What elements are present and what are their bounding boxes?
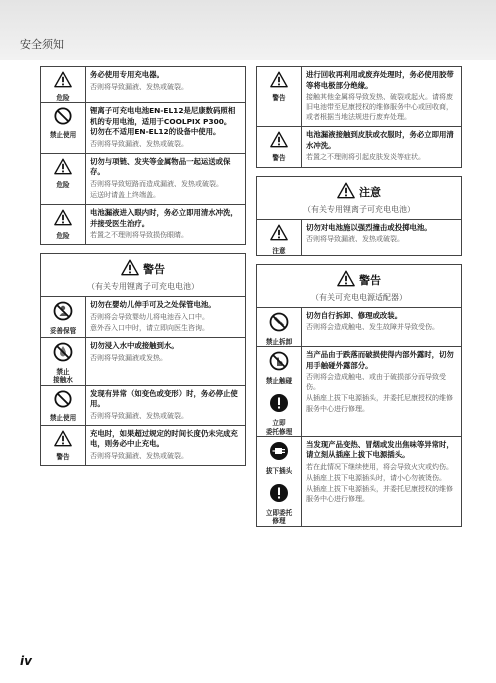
- safety-consequence: 运送时请盖上终端盖。: [90, 191, 160, 200]
- icon-cell: [257, 437, 302, 526]
- warning-triangle-icon: [54, 430, 72, 451]
- icon-cell: [257, 127, 302, 166]
- safety-row: [40, 102, 246, 153]
- icon-label: 禁止触碰: [265, 377, 293, 386]
- adapter-warning-header-title: 警告: [359, 273, 381, 287]
- page-number: iv: [20, 654, 32, 668]
- icon-label: 危险: [56, 94, 70, 102]
- icon-label: 拔下插头: [265, 466, 293, 475]
- text-cell: [86, 297, 245, 337]
- safety-row: [256, 346, 462, 436]
- safety-consequence: 意外吞入口中时，请立即向医生咨询。: [90, 324, 209, 333]
- text-cell: [302, 127, 461, 166]
- safety-instruction: 锂离子可充电电池EN-EL12是尼康数码照相机的专用电池，适用于COOLPIX P300。: [90, 106, 236, 126]
- text-cell: [302, 308, 461, 346]
- notice-header-icon: [337, 182, 355, 202]
- icon-cell: [41, 338, 86, 384]
- safety-instruction: 电池漏液进入眼内时，务必立即用清水冲洗，并接受医生治疗。: [90, 208, 238, 228]
- icon-cell: [41, 426, 86, 465]
- icon-label: 禁止拆卸: [265, 337, 293, 346]
- safety-instruction: 切勿与项链、发夹等金属物品一起运送或保存。: [90, 156, 231, 177]
- safety-row: [40, 204, 246, 245]
- left-warning-table: [40, 296, 246, 466]
- exclamation-icon: [269, 393, 289, 417]
- safety-consequence: 从插座上拔下电源插头，并委托尼康授权的维修服务中心进行修理。: [306, 485, 453, 504]
- safety-instruction: 切勿自行拆卸、修理或改装。: [306, 310, 403, 320]
- text-cell: [86, 426, 245, 465]
- icon-label: 警告: [272, 94, 286, 102]
- icon-cell: [41, 103, 86, 153]
- warning-triangle-icon: [270, 224, 288, 245]
- adapter-warning-table: [256, 307, 462, 527]
- safety-consequence: 否则将导致漏液、发热或破裂。: [90, 82, 188, 91]
- safety-row: [256, 307, 462, 346]
- notice-header-subtitle: （有关专用锂离子可充电电池）: [303, 204, 415, 214]
- safety-consequence: 接触其他金属将导致发热、破裂或起火。请将废旧电池带至尼康授权的维修服务中心或回收商，或者根据当地法规进行废弃处理。: [306, 93, 453, 122]
- icon-label: 危险: [56, 232, 70, 241]
- safety-row: [40, 385, 246, 425]
- safety-row: [256, 436, 462, 527]
- safety-instruction: 充电时，如果超过规定的时间长度仍未完成充电，则务必中止充电。: [90, 428, 238, 449]
- icon-label: 警告: [56, 452, 70, 461]
- safety-instruction: 当产品由于跌落而破损使得内部外露时，切勿用手触碰外露部分。: [306, 350, 454, 370]
- adapter-warning-header-icon: [337, 270, 355, 290]
- safety-row: [40, 425, 246, 466]
- exclamation-icon: [269, 483, 289, 507]
- safety-instruction: 务必使用专用充电器。: [90, 70, 164, 79]
- warning-triangle-icon: [54, 71, 72, 92]
- prohibited-icon: [54, 107, 72, 129]
- safety-consequence: 否则将导致漏液或发热。: [90, 353, 167, 362]
- safety-instruction: 切勿在婴幼儿伸手可及之处保管电池。: [90, 300, 216, 310]
- icon-cell: [257, 308, 302, 346]
- left-warning-header: [40, 253, 246, 296]
- no-water-icon: [53, 342, 73, 366]
- text-cell: [302, 437, 461, 526]
- safety-consequence: 若在此情况下继续使用，将会导致火灾或灼伤。: [306, 462, 453, 471]
- icon-label: 禁止使用: [49, 131, 77, 140]
- left-danger-table: [40, 66, 246, 245]
- notice-header-title: 注意: [359, 185, 381, 199]
- text-cell: [86, 386, 245, 425]
- safety-consequence: 否则将会造成触电、或由于破损部分而导致受伤。: [306, 373, 446, 392]
- warning-triangle-icon: [270, 71, 288, 92]
- text-cell: [86, 67, 245, 102]
- icon-cell: [41, 154, 86, 204]
- child-prohibited-icon: [53, 301, 73, 325]
- no-disassemble-icon: [269, 312, 289, 336]
- warning-triangle-icon: [54, 209, 72, 230]
- safety-consequence: 否则将导致漏液、发热或破裂。: [90, 451, 188, 460]
- safety-instruction: 切勿对电池施以强烈撞击或投掷电池。: [306, 222, 432, 232]
- page-header: [0, 0, 496, 60]
- icon-label: 立即委托 修理: [265, 509, 293, 526]
- warning-header-subtitle: （有关专用锂离子可充电电池）: [87, 282, 199, 292]
- safety-consequence: 否则将导致短路而造成漏液、发热或破裂。: [90, 179, 223, 188]
- icon-cell: [41, 205, 86, 244]
- safety-row: [256, 66, 462, 126]
- icon-cell: [257, 220, 302, 255]
- safety-consequence: 从插座上拔下电源插头，并委托尼康授权的维修服务中心进行修理。: [306, 394, 453, 413]
- icon-cell: [257, 347, 302, 436]
- warning-triangle-icon: [54, 158, 72, 179]
- text-cell: [86, 338, 245, 384]
- warning-header-title: 警告: [143, 263, 165, 277]
- safety-row: [40, 153, 246, 204]
- text-cell: [302, 347, 461, 436]
- right-top-table: [256, 66, 462, 168]
- safety-consequence: 从插座上拔下电源插头时，请小心勿被烫伤。: [306, 473, 446, 482]
- right-column: [256, 66, 462, 527]
- icon-label: 禁止使用: [49, 413, 77, 422]
- page-title: 安全须知: [20, 38, 64, 51]
- notice-header: [256, 176, 462, 219]
- warning-header-icon: [121, 259, 139, 279]
- icon-label: 立即 委托修理: [265, 419, 293, 436]
- safety-row: [256, 219, 462, 256]
- safety-instruction: 电池漏液接触到皮肤或衣服时，务必立即用清水冲洗。: [306, 130, 454, 150]
- icon-label: 妥善保管: [49, 327, 77, 336]
- safety-row: [40, 296, 246, 337]
- icon-cell: [41, 297, 86, 337]
- safety-instruction: 切勿在不适用EN-EL12的设备中使用。: [90, 127, 221, 137]
- text-cell: [302, 220, 461, 255]
- safety-consequence: 否则将导致漏液、发热或破裂。: [306, 235, 404, 244]
- safety-row: [256, 126, 462, 167]
- icon-label: 禁止 接触水: [53, 368, 73, 385]
- icon-cell: [41, 67, 86, 102]
- safety-instruction: 切勿浸入水中或接触到水。: [90, 341, 179, 351]
- adapter-warning-header-subtitle: （有关可充电电源适配器）: [311, 292, 407, 302]
- safety-consequence: 否则将会导致婴幼儿将电池吞入口中。: [90, 312, 209, 321]
- safety-row: [40, 66, 246, 102]
- warning-triangle-icon: [270, 131, 288, 152]
- prohibited-icon: [54, 390, 72, 412]
- no-touch-icon: [269, 351, 289, 375]
- safety-row: [40, 337, 246, 384]
- safety-instruction: 进行回收再利用或废弃处理时，务必使用胶带等将电极部分绝缘。: [306, 70, 454, 90]
- text-cell: [302, 67, 461, 126]
- safety-consequence: 否则将会造成触电、发生故障并导致受伤。: [306, 323, 439, 332]
- icon-cell: [257, 67, 302, 126]
- safety-consequence: 否则将导致漏液、发热或破裂。: [90, 139, 188, 148]
- icon-cell: [41, 386, 86, 425]
- safety-consequence: 若置之不理则将引起皮肤发炎等症状。: [306, 153, 425, 162]
- icon-label: 危险: [56, 180, 70, 189]
- text-cell: [86, 154, 245, 204]
- text-cell: [86, 103, 245, 153]
- text-cell: [86, 205, 245, 244]
- icon-label: 警告: [272, 154, 286, 163]
- safety-consequence: 若置之不理则将导致损伤眼睛。: [90, 231, 188, 240]
- safety-instruction: 当发现产品变热、冒烟或发出焦味等异常时，请立刻从插座上拔下电源插头。: [306, 439, 454, 460]
- unplug-icon: [269, 441, 289, 465]
- safety-consequence: 否则将导致漏液、发热或破裂。: [90, 411, 188, 420]
- left-column: [40, 66, 246, 466]
- icon-label: 注意: [272, 246, 286, 255]
- notice-table: [256, 219, 462, 256]
- adapter-warning-header: [256, 264, 462, 307]
- safety-instruction: 发现有异常（如变色或变形）时，务必停止使用。: [90, 388, 238, 409]
